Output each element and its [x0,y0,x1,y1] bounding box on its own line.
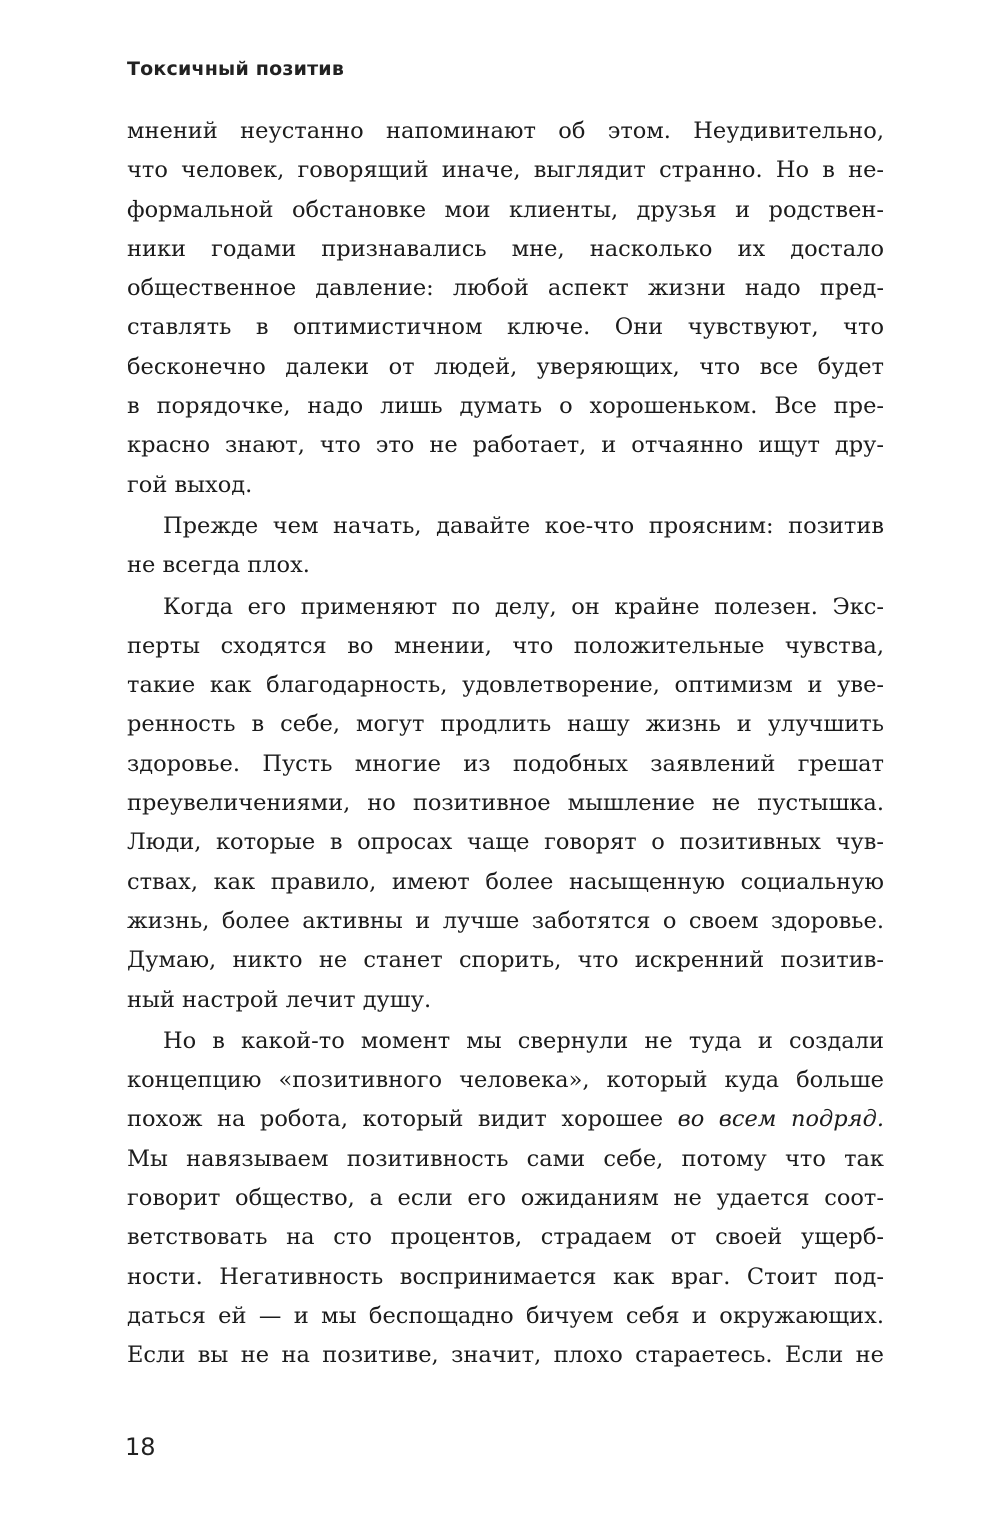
text-line: гой выход. [127,471,253,498]
text-line: Прежде чем начать, давайте кое-что проясним: позитив [163,512,884,539]
text-line: преувеличениями, но позитивное мышление не пустышка. [127,790,884,817]
page-number: 18 [125,1433,156,1461]
text-line: красно знают, что это не работает, и отчаянно ищут дру- [127,432,884,459]
text-line: в порядочке, надо лишь думать о хорошеньком. Все пре- [127,393,884,420]
text-line-with-emphasis [127,1100,884,1139]
text-line: Мы навязываем позитивность сами себе, потому что так [127,1145,884,1172]
text-line: бесконечно далеки от людей, уверяющих, что все будет [127,353,884,380]
text-line: перты сходятся во мнении, что положительные чувства, [127,632,884,659]
text-line: здоровье. Пусть многие из подобных заявлений грешат [127,750,884,777]
paragraph-1 [127,112,884,505]
page-body-text [127,112,884,1376]
text-line: общественное давление: любой аспект жизни надо пред- [127,275,884,302]
text-line: даться ей — и мы беспощадно бичуем себя и окружающих. [127,1302,884,1329]
paragraph-3 [127,588,884,1020]
paragraph-2 [127,507,884,586]
text-line: жизнь, более активны и лучше заботятся о своем здоровье. [127,907,884,934]
text-line: ники годами признавались мне, насколько их достало [127,235,884,262]
text-line: Люди, которые в опросах чаще говорят о позитивных чув- [127,829,884,856]
text-line: ности. Негативность воспринимается как враг. Стоит под- [127,1263,884,1290]
text-line: ный настрой лечит душу. [127,986,432,1013]
text-line: ствах, как правило, имеют более насыщенную социальную [127,868,884,895]
text-line: Когда его применяют по делу, он крайне полезен. Экс- [163,593,884,620]
running-head-title: Токсичный позитив [127,58,345,80]
paragraph-4 [127,1022,884,1376]
text-line: формальной обстановке мои клиенты, друзья и родствен- [127,196,884,223]
text-line: Думаю, никто не станет спорить, что искренний позитив- [127,947,884,974]
text-line: Но в какой-то момент мы свернули не туда и создали [163,1027,884,1054]
text-line: не всегда плох. [127,552,310,579]
text-line: говорит общество, а если его ожиданиям не удается соот- [127,1185,884,1212]
text-line: такие как благодарность, удовлетворение, оптимизм и уве- [127,672,884,699]
text-line: ренность в себе, могут продлить нашу жизнь и улучшить [127,711,884,738]
emphasis-text: во всем подряд. [677,1106,884,1133]
text-run: похож на робота, который видит хорошее [127,1106,678,1133]
text-line: ветствовать на сто процентов, страдаем от своей ущерб- [127,1224,884,1251]
text-line: ставлять в оптимистичном ключе. Они чувствуют, что [127,314,884,341]
text-line: Если вы не на позитиве, значит, плохо стараетесь. Если не [127,1342,884,1369]
text-line: что человек, говорящий иначе, выглядит странно. Но в не- [127,157,884,184]
text-line: концепцию «позитивного человека», который куда больше [127,1067,884,1094]
text-line: мнений неустанно напоминают об этом. Неудивительно, [127,118,884,144]
